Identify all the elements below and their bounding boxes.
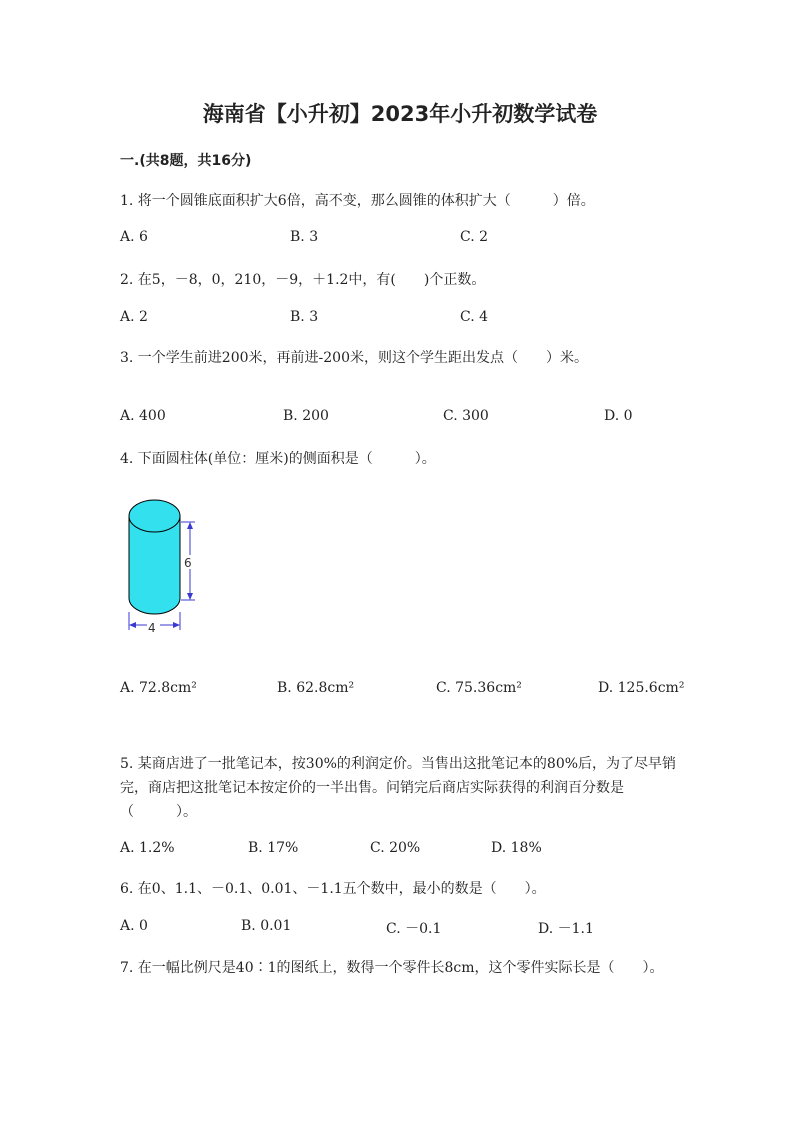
q1-option-b: B. 3 (290, 229, 319, 245)
q3-option-d: D. 0 (604, 408, 633, 424)
page-title: 海南省【小升初】2023年小升初数学试卷 (202, 102, 598, 126)
q6-option-c: C. －0.1 (386, 921, 442, 937)
q5-option-a: A. 1.2% (120, 840, 175, 856)
q6-option-a: A. 0 (120, 918, 148, 934)
cylinder-diagram (118, 494, 208, 640)
question-1: 1. 将一个圆锥底面积扩大6倍，高不变，那么圆锥的体积扩大（ ）倍。 (120, 193, 595, 209)
height-label: 6 (184, 556, 192, 570)
cylinder-top (129, 500, 180, 532)
q1-option-a: A. 6 (120, 229, 148, 245)
section-heading: 一.(共8题，共16分) (120, 153, 252, 169)
question-7: 7. 在一幅比例尺是40∶1的图纸上，数得一个零件长8cm，这个零件实际长是（ ）。 (120, 960, 664, 976)
question-4: 4. 下面圆柱体(单位：厘米)的侧面积是（ ）。 (120, 451, 436, 467)
q1-option-c: C. 2 (460, 229, 489, 245)
q4-option-b: B. 62.8cm² (277, 680, 355, 696)
cylinder-figure (118, 494, 208, 640)
question-6: 6. 在0、1.1、－0.1、0.01、－1.1五个数中，最小的数是（ ）。 (120, 881, 546, 897)
q3-option-c: C. 300 (443, 408, 489, 424)
q3-option-b: B. 200 (283, 408, 329, 424)
q5-option-d: D. 18% (491, 840, 542, 856)
question-2: 2. 在5，－8，0，210，－9，＋1.2中，有( )个正数。 (120, 272, 486, 288)
q4-option-d: D. 125.6cm² (598, 680, 685, 696)
question-3: 3. 一个学生前进200米，再前进-200米，则这个学生距出发点（ ）米。 (120, 350, 588, 366)
q2-option-b: B. 3 (290, 309, 319, 325)
q6-option-d: D. －1.1 (538, 921, 594, 937)
q2-option-a: A. 2 (120, 309, 148, 325)
q4-option-c: C. 75.36cm² (436, 680, 522, 696)
q4-option-a: A. 72.8cm² (120, 680, 197, 696)
q5-option-b: B. 17% (248, 840, 299, 856)
q6-option-b: B. 0.01 (241, 918, 292, 934)
q2-option-c: C. 4 (460, 309, 489, 325)
diameter-label: 4 (148, 621, 156, 635)
q3-option-a: A. 400 (120, 408, 166, 424)
question-5: 5. 某商店进了一批笔记本，按30%的利润定价。当售出这批笔记本的80%后，为了尽早销完，商店把这批笔记本按定价的一半出售。问销完后商店实际获得的利润百分数是（ ）。 (120, 756, 677, 820)
q5-option-c: C. 20% (370, 840, 421, 856)
